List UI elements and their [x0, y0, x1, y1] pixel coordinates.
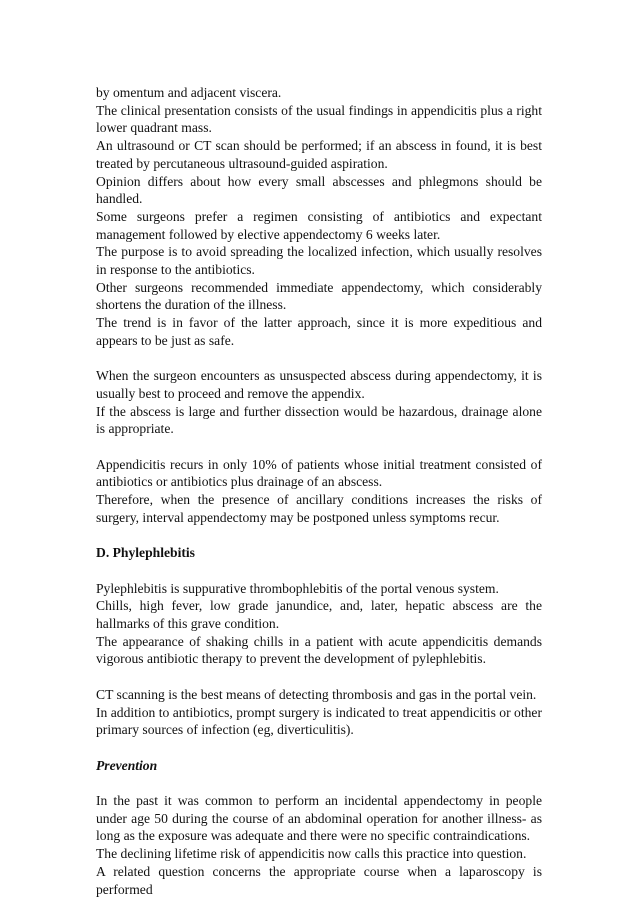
- paragraph: The trend is in favor of the latter approach, since it is more expeditious and appears to be just as safe.: [96, 315, 542, 348]
- paragraph: If the abscess is large and further dissection would be hazardous, drainage alone is appropriate.: [96, 403, 542, 437]
- paragraph: Appendicitis recurs in only 10% of patients whose initial treatment consisted of antibiotics or antibiotics plus drainage of an abscess.: [96, 456, 542, 490]
- paragraph: In addition to antibiotics, prompt surgery is indicated to treat appendicitis or other primary sources of infection (eg, diverticulitis).: [96, 704, 542, 738]
- paragraph-spacer: [96, 350, 542, 368]
- paragraph-spacer: [96, 774, 542, 792]
- paragraph: When the surgeon encounters as unsuspected abscess during appendectomy, it is usually best to proceed and remove the appendix.: [96, 368, 542, 401]
- paragraph: In the past it was common to perform an incidental appendectomy in people under age 50 during the course of an abdominal operation for another illness- as long as the exposure was adequate and there were no specific contraindications.: [96, 793, 542, 844]
- paragraph-spacer: [96, 668, 542, 686]
- paragraph: Pylephlebitis is suppurative thrombophlebitis of the portal venous system.: [96, 580, 499, 596]
- paragraph: Chills, high fever, low grade janundice, and, later, hepatic abscess are the hallmarks of this grave condition.: [96, 598, 542, 632]
- paragraph-spacer: [96, 739, 542, 757]
- paragraph: by omentum and adjacent viscera.: [96, 85, 282, 100]
- paragraph: Some surgeons prefer a regimen consisting of antibiotics and expectant management followed by elective appendectomy 6 weeks later.: [96, 208, 542, 242]
- paragraph: Other surgeons recommended immediate appendectomy, which considerably shortens the duration of the illness.: [96, 279, 542, 313]
- paragraph: Opinion differs about how every small abscesses and phlegmons should be handled.: [96, 173, 542, 207]
- paragraph: Therefore, when the presence of ancillary conditions increases the risks of surgery, interval appendectomy may be postponed unless symptoms recur.: [96, 492, 542, 525]
- paragraph: The clinical presentation consists of the usual findings in appendicitis plus a right lower quadrant mass.: [96, 102, 542, 136]
- section-heading-phylephlebitis: D. Phylephlebitis: [96, 545, 195, 561]
- paragraph-spacer: [96, 527, 542, 545]
- section-heading-prevention: Prevention: [96, 757, 158, 773]
- paragraph: The declining lifetime risk of appendicitis now calls this practice into question.: [96, 846, 527, 862]
- paragraph: The purpose is to avoid spreading the localized infection, which usually resolves in response to the antibiotics.: [96, 244, 542, 278]
- paragraph-spacer: [96, 562, 542, 580]
- paragraph-spacer: [96, 438, 542, 456]
- paragraph: CT scanning is the best means of detecting thrombosis and gas in the portal vein.: [96, 686, 537, 702]
- paragraph: The appearance of shaking chills in a patient with acute appendicitis demands vigorous antibiotic therapy to prevent the development of pylephlebitis.: [96, 633, 542, 667]
- paragraph: A related question concerns the appropriate course when a laparoscopy is performed: [96, 863, 542, 897]
- paragraph: An ultrasound or CT scan should be performed; if an abscess in found, it is best treated by percutaneous ultrasound-guided aspiration.: [96, 138, 542, 171]
